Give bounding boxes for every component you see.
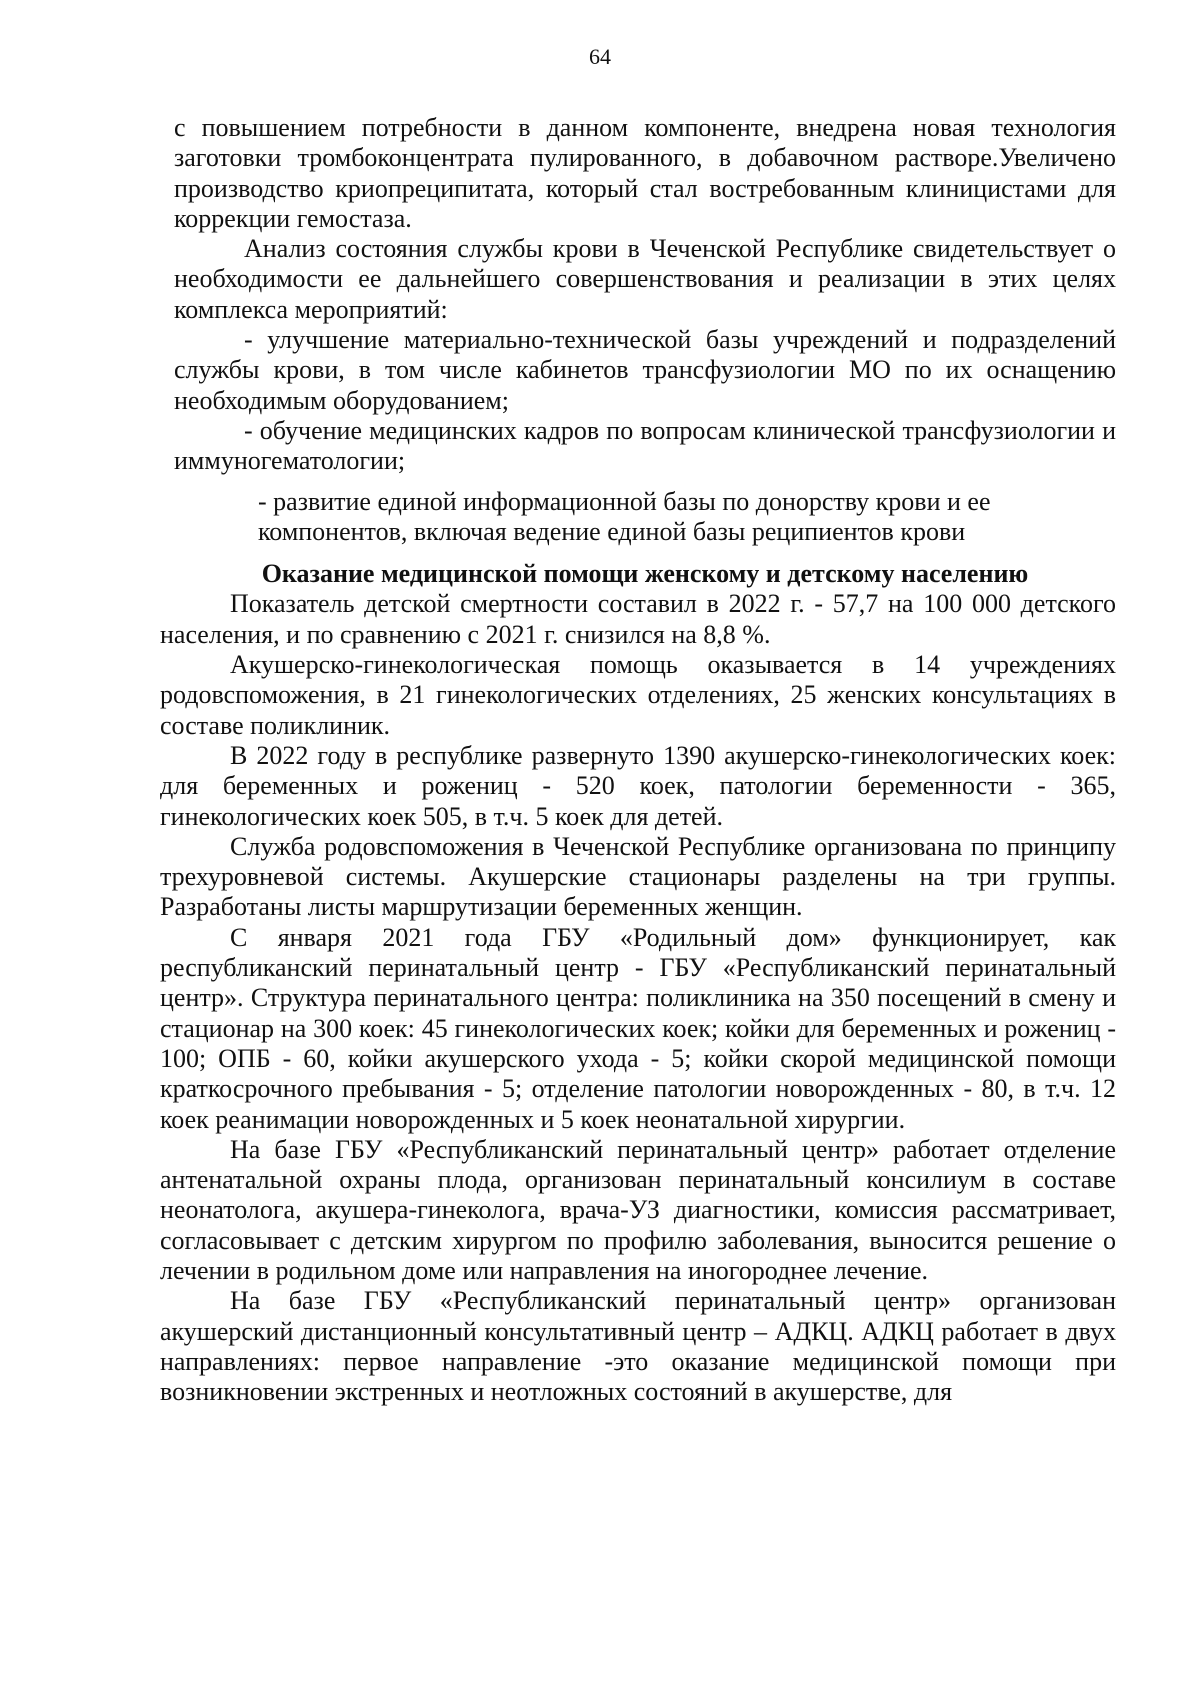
paragraph-blood-components: с повышением потребности в данном компоненте, внедрена новая технология заготовки тромбоконцентрата пулированного, в добавочном растворе.Увеличено производство криопреципитата, который стал востребованным клиницистами для коррекции гемостаза. xyxy=(174,113,1116,233)
list-item-database: - развитие единой информационной базы по донорству крови и ее компонентов, включая ведение единой базы реципиентов крови xyxy=(258,486,991,546)
paragraph-three-level-system: Служба родовспоможения в Чеченской Республике организована по принципу трехуровневой системы. Акушерские стационары разделены на три группы. Разработаны листы маршрутизации беременных женщин. xyxy=(160,831,1116,922)
list-item-equipment: - улучшение материально-технической базы учреждений и подразделений службы крови, в том числе кабинетов трансфузиологии МО по их оснащению необходимым оборудованием; xyxy=(174,325,1116,415)
list-item-training: - обучение медицинских кадров по вопросам клинической трансфузиологии и иммуногематологии; xyxy=(174,415,1116,476)
paragraph-child-mortality: Показатель детской смертности составил в 2022 г. - 57,7 на 100 000 детского населения, и по сравнению с 2021 г. снизился на 8,8 %. xyxy=(160,589,1116,649)
paragraph-obstetric-care: Акушерско-гинекологическая помощь оказывается в 14 учреждениях родовспоможения, в 21 гинекологических отделениях, 25 женских консультациях в составе поликлиник. xyxy=(160,650,1116,740)
paragraph-blood-service-analysis: Анализ состояния службы крови в Чеченской Республике свидетельствует о необходимости ее дальнейшего совершенствования и реализации в этих целях комплекса мероприятий: xyxy=(174,234,1116,324)
section-body xyxy=(160,589,1116,1407)
paragraph-beds: В 2022 году в республике развернуто 1390 акушерско-гинекологических коек: для беременных и рожениц - 520 коек, патологии беременности - 365, гинекологических коек 505, в т.ч. 5 коек для детей. xyxy=(160,740,1116,831)
paragraph-antenatal-department: На базе ГБУ «Республиканский перинатальный центр» работает отделение антенатальной охраны плода, организован перинатальный консилиум в составе неонатолога, акушера-гинеколога, врача-УЗ диагностики, комиссия рассматривает, согласовывает с детским хирургом по профилю заболевания, выносится решение о лечении в родильном доме или направления на иногороднее лечение. xyxy=(160,1134,1116,1285)
page-number: 64 xyxy=(589,44,611,69)
paragraph-perinatal-center: С января 2021 года ГБУ «Родильный дом» функционирует, как республиканский перинатальный центр - ГБУ «Республиканский перинатальный центр». Структура перинатального центра: поликлиника на 350 посещений в смену и стационар на 300 коек: 45 гинекологических коек; койки для беременных и рожениц - 100; ОПБ - 60, койки акушерского ухода - 5; койки скорой медицинской помощи краткосрочного пребывания - 5; отделение патологии новорожденных - 80, в т.ч. 12 коек реанимации новорожденных и 5 коек неонатальной хирургии. xyxy=(160,922,1116,1134)
document-body xyxy=(160,113,1116,1407)
section-heading: Оказание медицинской помощи женскому и детскому населению xyxy=(261,559,1029,589)
paragraph-remote-consult-center: На базе ГБУ «Республиканский перинатальный центр» организован акушерский дистанционный консультативный центр – АДКЦ. АДКЦ работает в двух направлениях: первое направление -это оказание медицинской помощи при возникновении экстренных и неотложных состояний в акушерстве, для xyxy=(160,1286,1116,1407)
